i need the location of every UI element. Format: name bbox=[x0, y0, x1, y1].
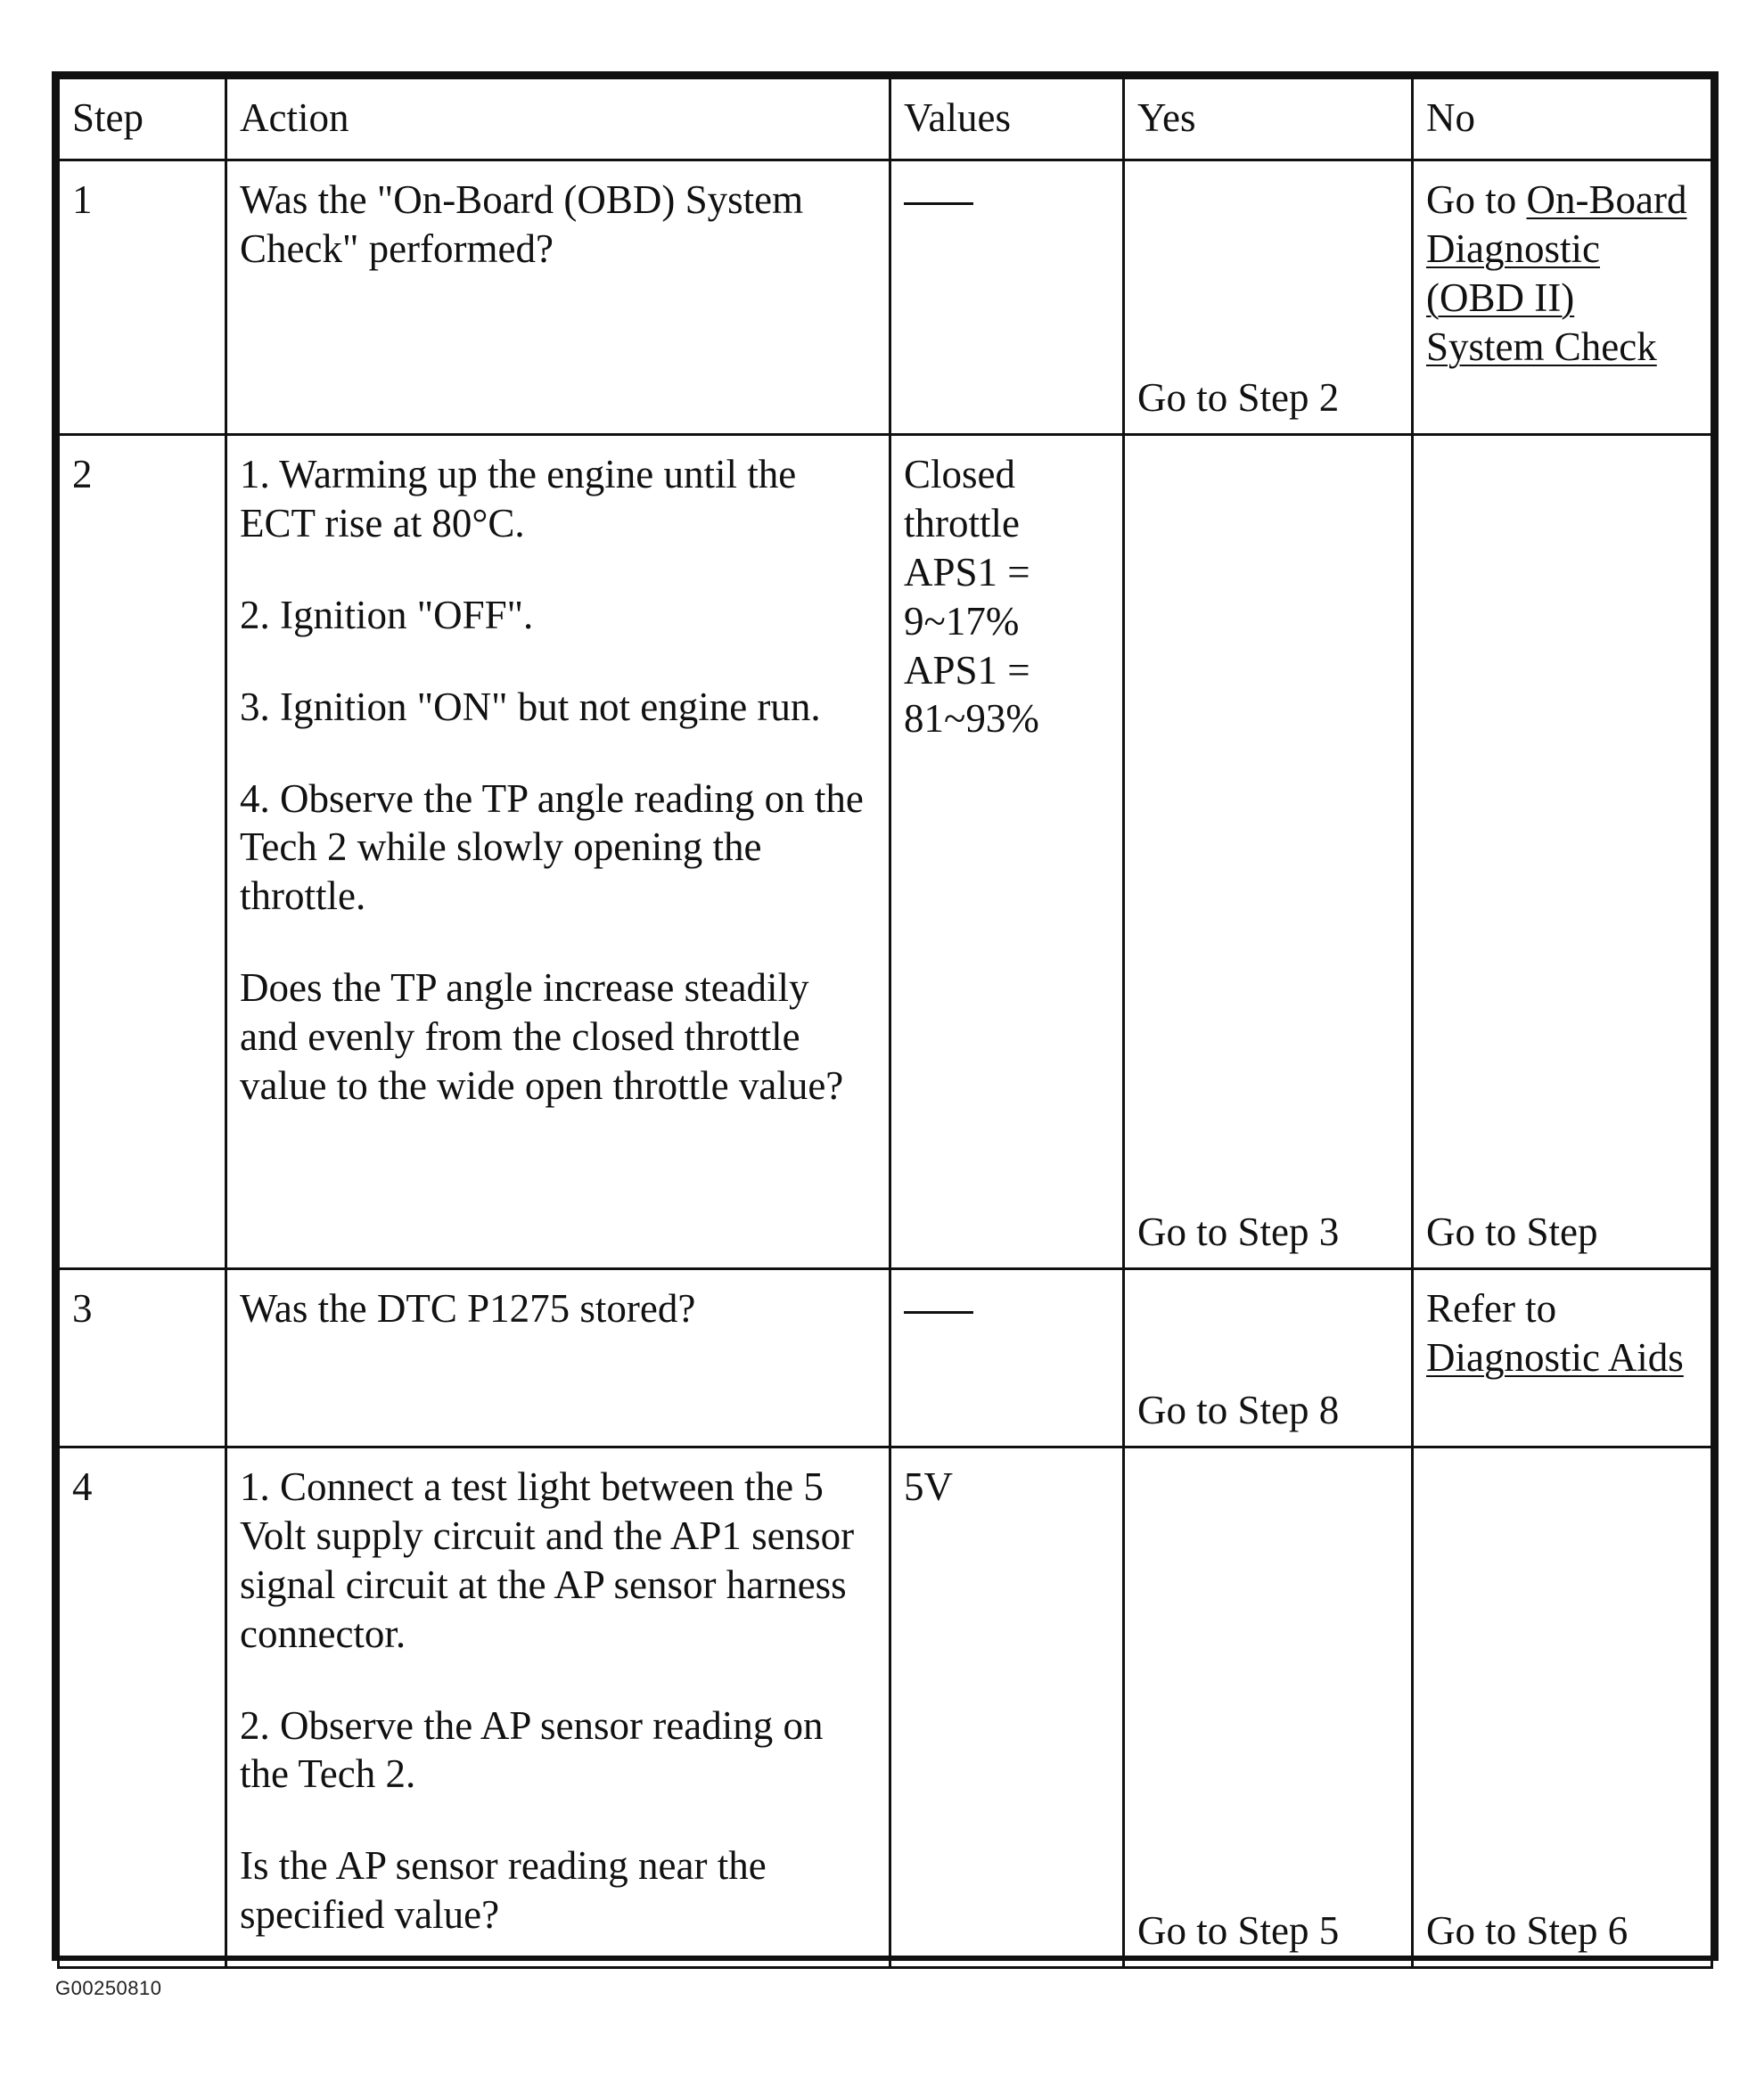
value-text: Closed throttle bbox=[904, 452, 1020, 545]
action-text: Was the "On-Board (OBD) System Check" performed? bbox=[240, 177, 804, 271]
table-row bbox=[59, 435, 1712, 1269]
yes-text: Go to Step 3 bbox=[1137, 1210, 1340, 1255]
yes-cell bbox=[1124, 1447, 1413, 1968]
diagnostic-table-frame bbox=[52, 71, 1719, 1961]
step-number: 2 bbox=[59, 435, 226, 1269]
action-text: 2. Observe the AP sensor reading on the Tech 2. bbox=[240, 1702, 824, 1797]
action-text: Was the DTC P1275 stored? bbox=[240, 1286, 696, 1331]
no-value-dash bbox=[904, 1311, 973, 1314]
value-text: 81~93% bbox=[904, 696, 1039, 742]
action-text: 2. Ignition "OFF". bbox=[240, 592, 534, 637]
step-number: 1 bbox=[59, 160, 226, 435]
values-cell bbox=[890, 160, 1124, 435]
yes-text: Go to Step 8 bbox=[1137, 1388, 1340, 1433]
yes-cell bbox=[1124, 160, 1413, 435]
values-cell bbox=[890, 1447, 1124, 1968]
no-prefix: Go to bbox=[1426, 177, 1527, 222]
obd-system-check-link[interactable]: On-Board Diagnostic (OBD II) System Check bbox=[1426, 177, 1687, 369]
header-yes: Yes bbox=[1124, 78, 1413, 160]
no-cell bbox=[1413, 1269, 1712, 1447]
action-text: 4. Observe the TP angle reading on the Tech 2 while slowly opening the throttle. bbox=[240, 775, 864, 919]
yes-cell bbox=[1124, 1269, 1413, 1447]
no-value-dash bbox=[904, 202, 973, 205]
action-text: 1. Connect a test light between the 5 Volt supply circuit and the AP1 sensor signal circuit at the AP sensor harness connector. bbox=[240, 1464, 855, 1656]
step-number: 4 bbox=[59, 1447, 226, 1968]
action-question: Does the TP angle increase steadily and evenly from the closed throttle value to the wide open throttle value? bbox=[240, 965, 844, 1109]
value-text: 9~17% bbox=[904, 598, 1020, 644]
yes-text: Go to Step 2 bbox=[1137, 375, 1340, 421]
no-prefix: Refer to bbox=[1426, 1286, 1557, 1331]
diagnostic-aids-link[interactable]: Diagnostic Aids bbox=[1426, 1334, 1684, 1380]
table-row bbox=[59, 1447, 1712, 1968]
table-header-row bbox=[59, 78, 1712, 160]
value-text: APS1 = bbox=[904, 647, 1030, 693]
action-question: Is the AP sensor reading near the specified value? bbox=[240, 1843, 767, 1938]
header-action: Action bbox=[226, 78, 890, 160]
no-cell bbox=[1413, 160, 1712, 435]
header-no: No bbox=[1413, 78, 1712, 160]
value-text: APS1 = bbox=[904, 549, 1030, 594]
header-values: Values bbox=[890, 78, 1124, 160]
no-text: Go to Step 6 bbox=[1426, 1908, 1629, 1954]
no-text: Go to Step bbox=[1426, 1210, 1598, 1255]
yes-cell bbox=[1124, 435, 1413, 1269]
header-step: Step bbox=[59, 78, 226, 160]
diagnostic-table bbox=[57, 77, 1713, 1969]
no-cell bbox=[1413, 1447, 1712, 1968]
action-cell bbox=[226, 1269, 890, 1447]
action-cell bbox=[226, 1447, 890, 1968]
figure-reference-code: G00250810 bbox=[55, 1977, 162, 1999]
no-cell bbox=[1413, 435, 1712, 1269]
value-text: 5V bbox=[904, 1464, 953, 1509]
yes-text: Go to Step 5 bbox=[1137, 1908, 1340, 1954]
values-cell bbox=[890, 435, 1124, 1269]
action-cell bbox=[226, 160, 890, 435]
action-text: 3. Ignition "ON" but not engine run. bbox=[240, 684, 821, 729]
action-cell bbox=[226, 435, 890, 1269]
table-row bbox=[59, 1269, 1712, 1447]
values-cell bbox=[890, 1269, 1124, 1447]
action-text: 1. Warming up the engine until the ECT rise at 80°C. bbox=[240, 452, 797, 545]
step-number: 3 bbox=[59, 1269, 226, 1447]
table-row bbox=[59, 160, 1712, 435]
